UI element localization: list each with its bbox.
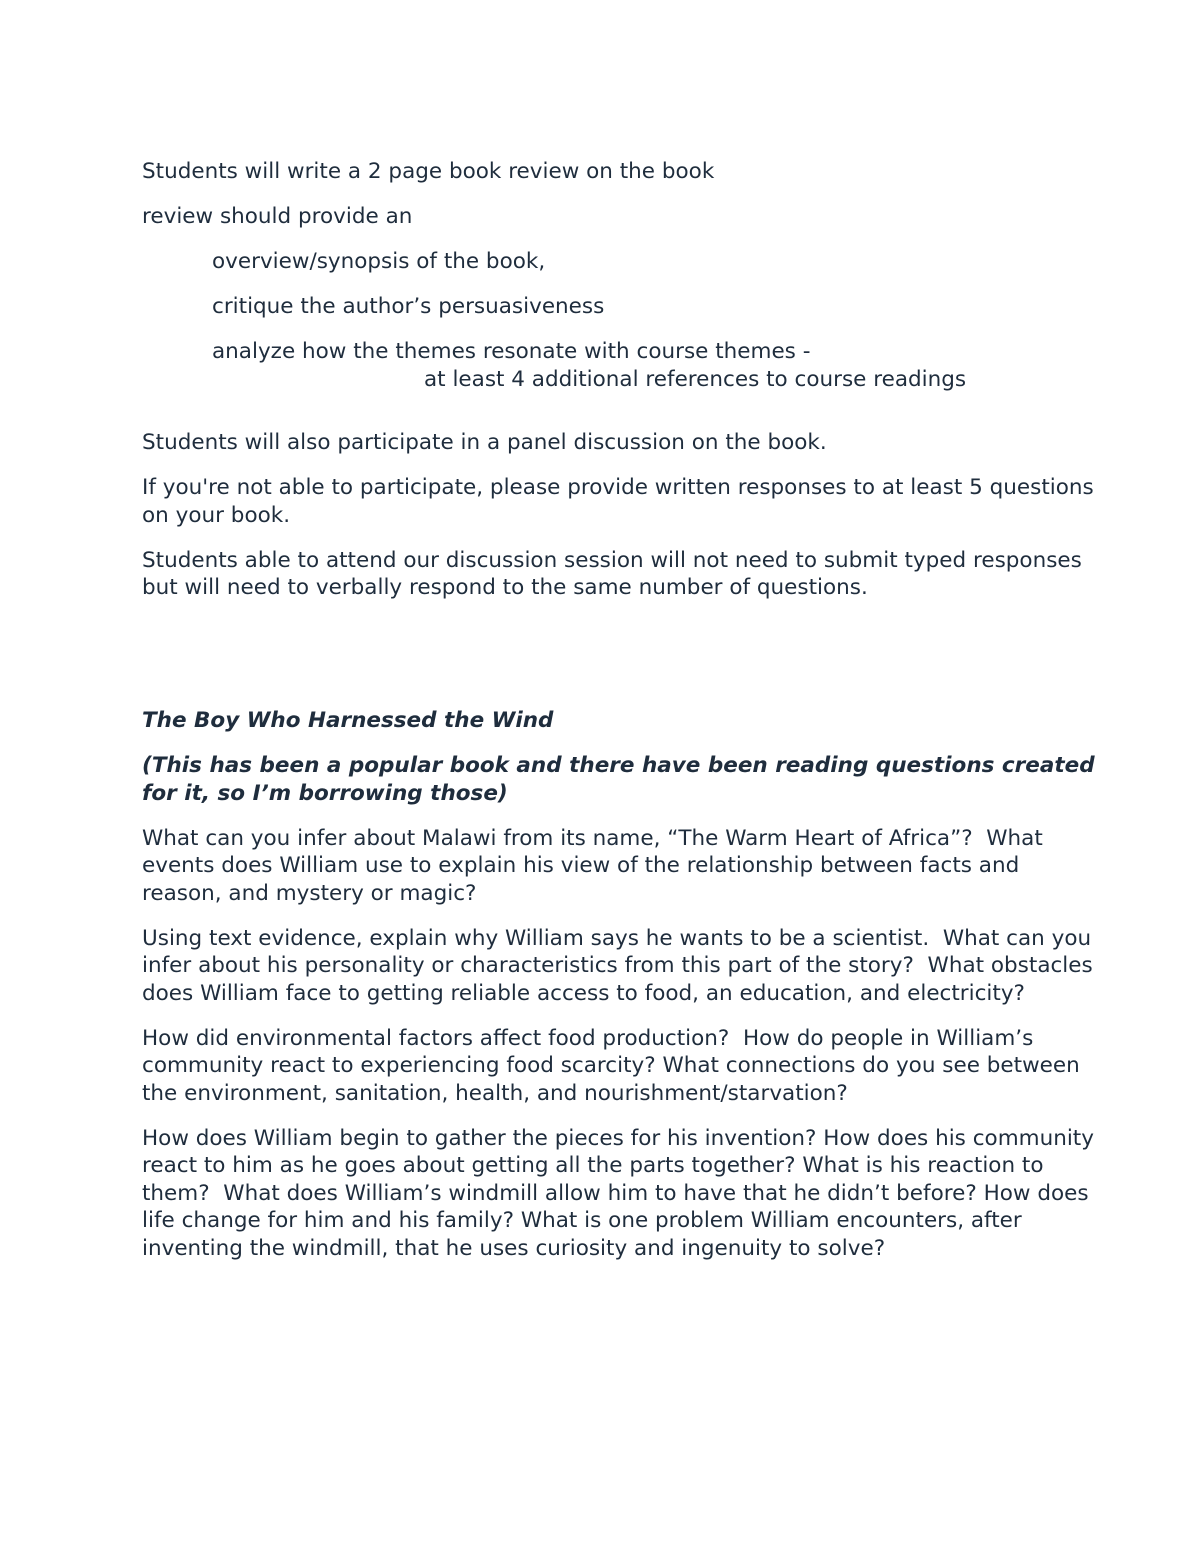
question-paragraph: Using text evidence, explain why William says he wants to be a scientist. What can you infer about his personality or characteristics from this part of the story? What obstacles does William face to getting reliable access to food, an education, and electricity?: [142, 925, 1100, 1006]
review-item-analyze-text: analyze how the themes resonate with course themes -: [212, 339, 811, 364]
document-body: [142, 158, 1102, 1280]
question-paragraph: What can you infer about Malawi from its name, “The Warm Heart of Africa”? What events does William use to explain his view of the relationship between facts and reason, and mystery or magic?: [142, 825, 1050, 906]
spacer: [142, 619, 1102, 707]
review-lead: review should provide an: [142, 204, 413, 229]
review-item-overview: overview/synopsis of the book,: [212, 249, 546, 274]
question-paragraph: How does William begin to gather the pieces for his invention? How does his community react to him as he goes about getting all the parts together? What is his reaction to them? What does William’s windmill allow him to have that he didn’t before? How does life change for him and his family? What is one problem William encounters, after inventing the windmill, that he uses curiosity and ingenuity to solve?: [142, 1125, 1101, 1261]
spacer: [142, 393, 1102, 429]
attendance-paragraph: Students able to attend our discussion session will not need to submit typed responses but will need to verbally respond to the same number of questions.: [142, 547, 1089, 600]
review-item-references: at least 4 additional references to course readings: [424, 366, 967, 392]
book-note: (This has been a popular book and there have been reading questions created for it, so I’m borrowing those): [142, 753, 1103, 806]
review-item-critique: critique the author’s persuasiveness: [212, 294, 605, 319]
book-title: The Boy Who Harnessed the Wind: [142, 708, 554, 733]
question-paragraph: How did environmental factors affect food production? How do people in William’s community react to experiencing food scarcity? What connections do you see between the environment, sanitation, health, and nourishment/starvation?: [142, 1025, 1087, 1106]
panel-discussion-paragraph: Students will also participate in a panel discussion on the book.: [142, 430, 827, 455]
assignment-intro: Students will write a 2 page book review on the book: [142, 159, 715, 184]
review-item-analyze: [142, 338, 1102, 393]
written-responses-paragraph: If you're not able to participate, please provide written responses to at least 5 questions on your book.: [142, 475, 1101, 528]
